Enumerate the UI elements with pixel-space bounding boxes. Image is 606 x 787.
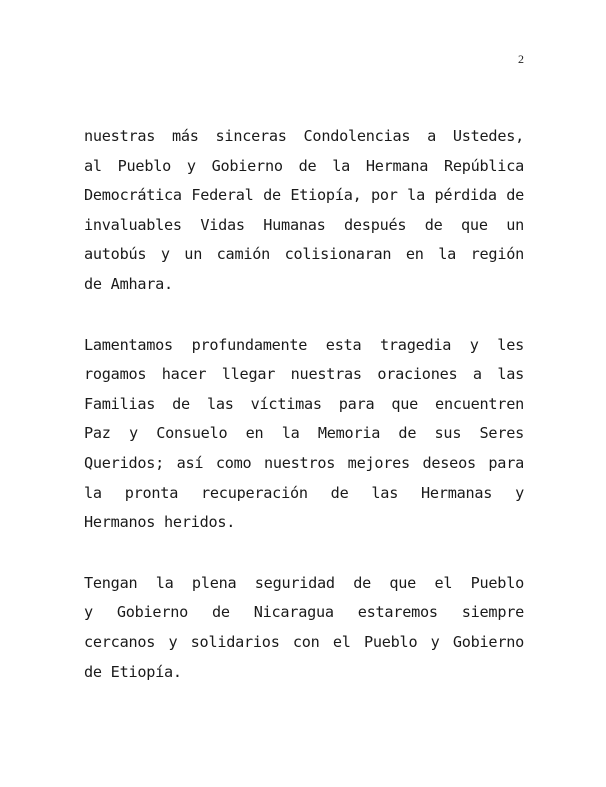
text-line: rogamos hacer llegar nuestras oraciones a las (84, 365, 524, 384)
text-line: Familias de las víctimas para que encuentren (84, 394, 524, 413)
text-line: Paz y Consuelo en la Memoria de sus Seres (84, 424, 524, 443)
text-line: Democrática Federal de Etiopía, por la pérdida de (84, 186, 524, 205)
text-line: Hermanos heridos. (84, 513, 236, 532)
text-line: Lamentamos profundamente esta tragedia y les (84, 335, 524, 354)
text-line: invaluables Vidas Humanas después de que un (84, 215, 524, 234)
text-line: cercanos y solidarios con el Pueblo y Gobierno (84, 632, 524, 651)
text-line: Queridos; así como nuestros mejores deseos para (84, 453, 524, 472)
text-line: autobús y un camión colisionaran en la región (84, 245, 524, 264)
paragraph-regret (84, 331, 524, 538)
text-line: y Gobierno de Nicaragua estaremos siempre (84, 603, 524, 622)
text-line: la pronta recuperación de las Hermanas y (84, 483, 524, 502)
text-line: de Amhara. (84, 274, 173, 293)
page-number: 2 (518, 52, 524, 66)
paragraph-condolences (84, 122, 524, 300)
text-line: al Pueblo y Gobierno de la Hermana República (84, 156, 524, 175)
text-line: de Etiopía. (84, 662, 182, 681)
paragraph-solidarity (84, 569, 524, 687)
letter-body (84, 122, 524, 718)
text-line: nuestras más sinceras Condolencias a Ustedes, (84, 127, 524, 145)
text-line: Tengan la plena seguridad de que el Pueblo (84, 573, 524, 592)
